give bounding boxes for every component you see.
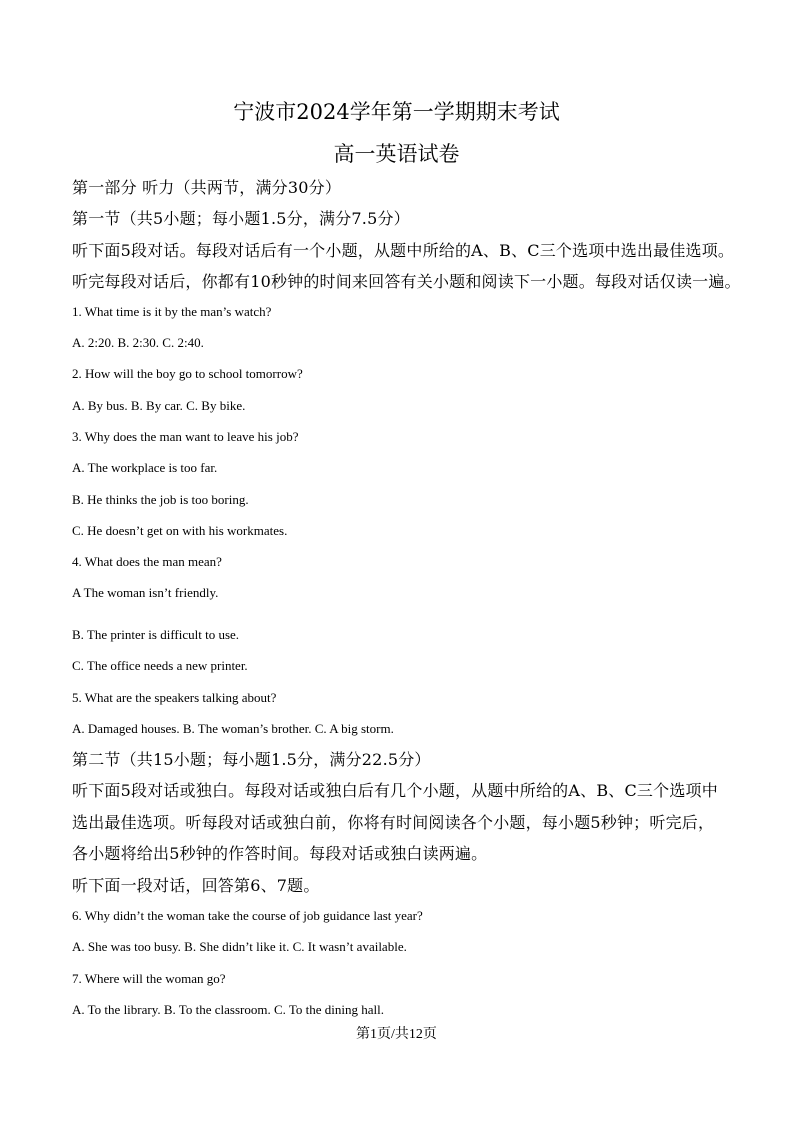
section2-instruction-line: 选出最佳选项。听每段对话或独白前，你将有时间阅读各个小题，每小题5秒钟；听完后， (72, 813, 715, 832)
part1-heading: 第一部分 听力（共两节，满分30分） (72, 178, 342, 197)
question-4: 4. What does the man mean? (72, 554, 222, 569)
question-4-option-c: C. The office needs a new printer. (72, 658, 248, 673)
page-number: 第1页/共12页 (356, 1027, 437, 1042)
question-3: 3. Why does the man want to leave his job? (72, 429, 299, 444)
question-2-options: A. By bus. B. By car. C. By bike. (72, 398, 246, 413)
question-6-options: A. She was too busy. B. She didn’t like it. C. It wasn’t available. (72, 939, 407, 954)
question-1-options: A. 2:20. B. 2:30. C. 2:40. (72, 335, 204, 350)
question-5-options: A. Damaged houses. B. The woman’s brother. C. A big storm. (72, 721, 394, 736)
question-7: 7. Where will the woman go? (72, 971, 226, 986)
question-7-options: A. To the library. B. To the classroom. C. To the dining hall. (72, 1002, 385, 1017)
dialogue-intro: 听下面一段对话，回答第6、7题。 (72, 876, 320, 895)
question-3-option-a: A. The workplace is too far. (72, 460, 218, 475)
section2-heading: 第二节（共15小题；每小题1.5分，满分22.5分） (72, 750, 431, 769)
section1-instruction-line: 听下面5段对话。每段对话后有一个小题，从题中所给的A、B、C三个选项中选出最佳选项。 (72, 241, 735, 260)
question-4-option-b: B. The printer is difficult to use. (72, 627, 240, 642)
section1-instruction-line: 听完每段对话后，你都有10秒钟的时间来回答有关小题和阅读下一小题。每段对话仅读一遍。 (72, 272, 741, 291)
question-3-option-c: C. He doesn’t get on with his workmates. (72, 523, 288, 538)
question-2: 2. How will the boy go to school tomorrow? (72, 366, 303, 381)
question-5: 5. What are the speakers talking about? (72, 690, 277, 705)
question-3-option-b: B. He thinks the job is too boring. (72, 492, 249, 507)
question-1: 1. What time is it by the man’s watch? (72, 304, 272, 319)
question-6: 6. Why didn’t the woman take the course of job guidance last year? (72, 908, 423, 923)
exam-subtitle: 高一英语试卷 (333, 142, 460, 166)
section2-instruction-line: 各小题将给出5秒钟的作答时间。每段对话或独白读两遍。 (72, 844, 488, 863)
question-4-option-a: A The woman isn’t friendly. (72, 585, 219, 600)
section2-instruction-line: 听下面5段对话或独白。每段对话或独白后有几个小题，从题中所给的A、B、C三个选项中 (72, 781, 718, 800)
section1-heading: 第一节（共5小题；每小题1.5分，满分7.5分） (72, 209, 410, 228)
exam-title: 宁波市2024学年第一学期期末考试 (233, 100, 560, 124)
